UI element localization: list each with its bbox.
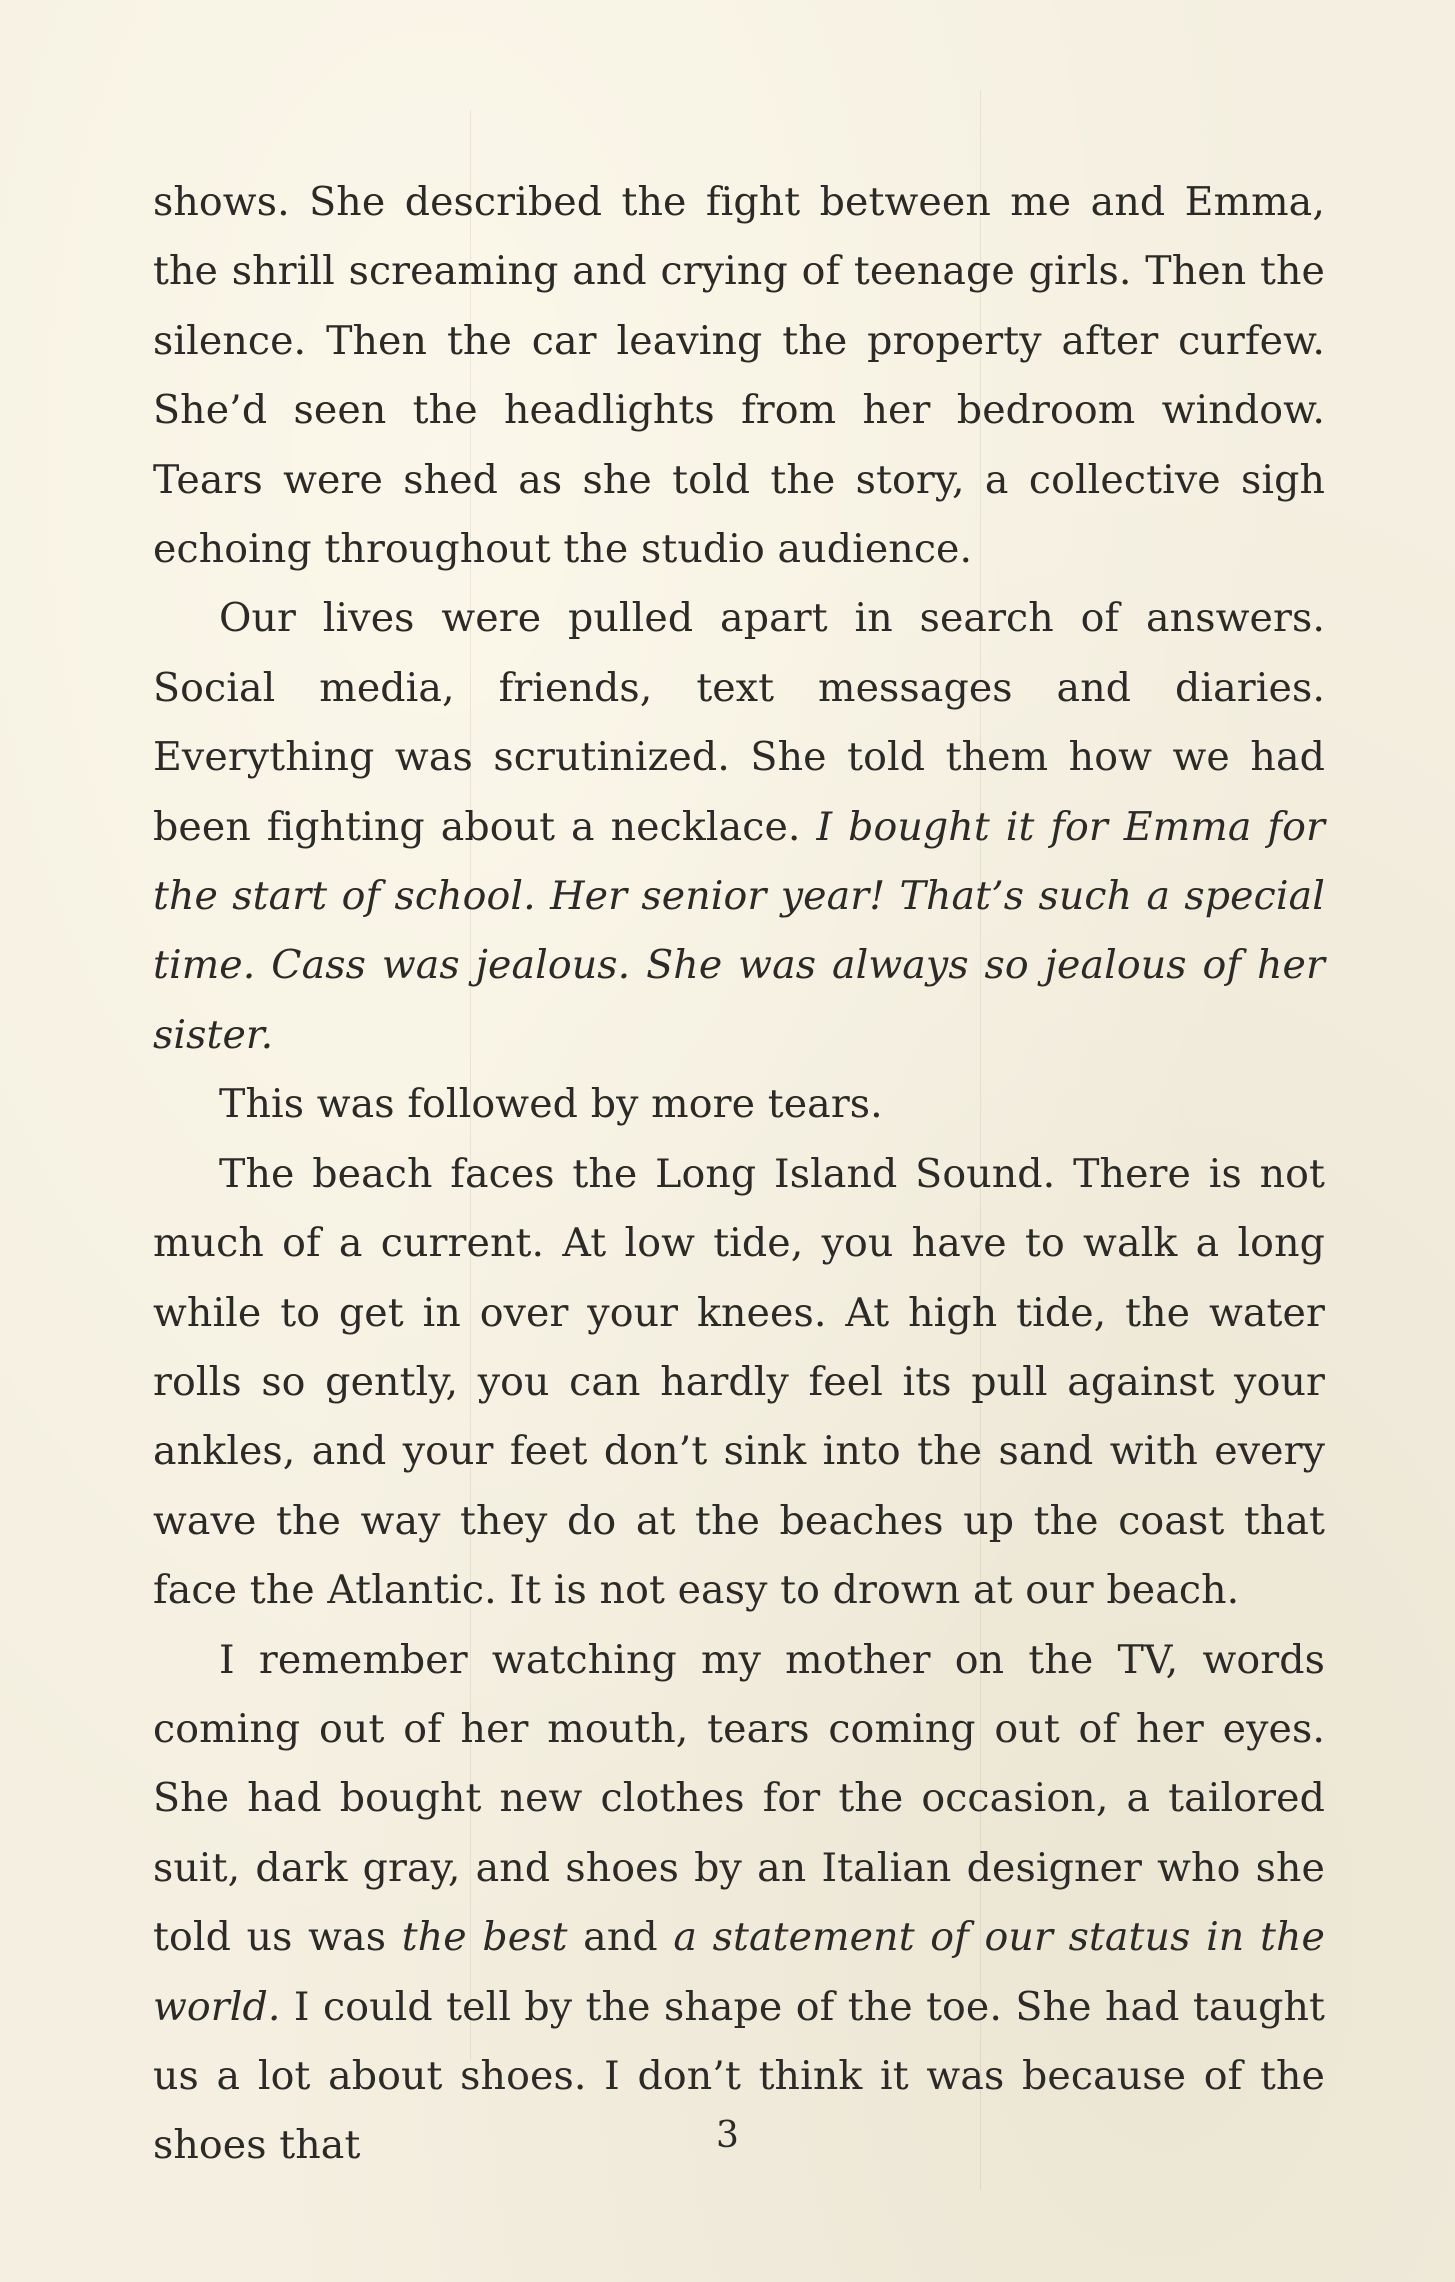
text-run: shows. She described the fight between me and Emma, the shrill screaming and crying of teenage girls. Then the silence. Then the car leaving the property after curfew. She’d seen the headlights from her bedroom window. Tears were shed as she told the story, a collective sigh echoing throughout the studio audience. bbox=[153, 179, 1325, 573]
text-run: I could tell by the shape of the toe. She had taught us a lot about shoes. I don’t think it was because of the shoes that bbox=[153, 1983, 1325, 2169]
text-run: The beach faces the Long Island Sound. There is not much of a current. At low tide, you have to walk a long while to get in over your knees. At high tide, the water rolls so gently, you can hardly feel its pull against your ankles, and your feet don’t sink into the sand with every wave the way they do at the beaches up the coast that face the Atlantic. It is not easy to drown at our beach. bbox=[153, 1150, 1325, 1614]
paragraph bbox=[153, 168, 1325, 584]
paragraph bbox=[153, 1070, 1325, 1139]
body-text bbox=[153, 168, 1325, 2181]
text-run: and bbox=[567, 1914, 674, 1961]
paragraph bbox=[153, 1626, 1325, 2181]
paragraph bbox=[153, 584, 1325, 1070]
italic-text: I bought it for Emma for the start of school. Her senior year! That’s such a special time. Cass was jealous. She was always so jealous of her sister. bbox=[153, 803, 1325, 1058]
text-run: This was followed by more tears. bbox=[219, 1081, 883, 1128]
text-run: Our lives were pulled apart in search of answers. Social media, friends, text messages and diaries. Everything was scrutinized. She told them how we had been fighting about a necklace. bbox=[153, 595, 1325, 850]
paragraph bbox=[153, 1140, 1325, 1626]
italic-text: the best bbox=[401, 1914, 568, 1961]
italic-text: a statement of our status in the world. bbox=[153, 1914, 1325, 2030]
page-number: 3 bbox=[716, 2115, 739, 2156]
text-run: I remember watching my mother on the TV, words coming out of her mouth, tears coming out of her eyes. She had bought new clothes for the occasion, a tailored suit, dark gray, and shoes by an Italian designer who she told us was bbox=[153, 1636, 1325, 1961]
